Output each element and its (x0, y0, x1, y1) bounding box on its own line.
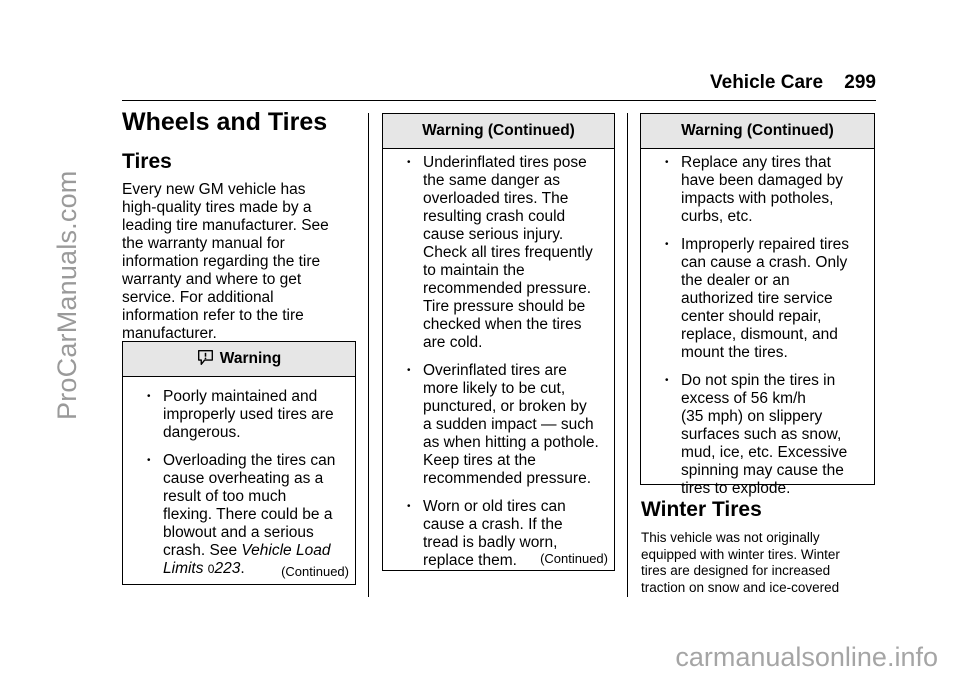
text-line: spinning may cause the (681, 462, 844, 479)
warning-icon (197, 349, 214, 366)
text-fragment: crash. See (163, 542, 242, 559)
text-line: as when hitting a pothole. (423, 434, 599, 451)
text-line: Tire pressure should be (423, 298, 586, 315)
warning-title-text: Warning (Continued) (681, 122, 834, 139)
text-line: replace them. (423, 552, 517, 569)
text-line: are cold. (423, 334, 483, 351)
text-line: a sudden impact — such (423, 416, 594, 433)
text-line: authorized tire service (681, 290, 833, 307)
text-line: cause serious injury. (423, 226, 564, 243)
list-item (641, 372, 874, 498)
text-line: warranty and where to get (122, 271, 302, 288)
winter-tires-section (641, 498, 876, 596)
text-line: • Poorly maintained and (163, 388, 318, 405)
warning-list (383, 154, 614, 570)
section-title: Vehicle Care (710, 72, 824, 93)
text-line: dangerous. (163, 424, 241, 441)
text-line (163, 542, 349, 560)
list-item (641, 154, 874, 226)
column-divider-left (368, 113, 369, 597)
text-line: have been damaged by (681, 172, 844, 189)
text-line: improperly used tires are (163, 406, 334, 423)
section-heading-tires: Tires (122, 150, 172, 173)
text-line: resulting crash could (423, 208, 566, 225)
text-line: This vehicle was not originally (641, 530, 820, 545)
column-1 (122, 108, 354, 343)
text-line: the dealer or an (681, 272, 790, 289)
text-line: tires to explode. (681, 480, 791, 497)
continued-label: (Continued) (540, 551, 608, 566)
tires-paragraph (122, 181, 354, 343)
text-line: recommended pressure. (423, 280, 591, 297)
text-line: the same danger as (423, 172, 561, 189)
list-item (123, 452, 355, 578)
warning-box-1 (122, 341, 356, 585)
text-line: recommended pressure. (423, 470, 591, 487)
text-line: mount the tires. (681, 344, 788, 361)
text-line: the warranty manual for (122, 235, 285, 252)
winter-tires-paragraph (641, 530, 876, 596)
text-line: to maintain the (423, 262, 525, 279)
list-item (123, 388, 355, 442)
text-line: replace, dismount, and (681, 326, 838, 343)
text-line: information refer to the tire (122, 307, 304, 324)
text-line: cause overheating as a (163, 470, 324, 487)
cross-reference-link[interactable]: Vehicle Load (241, 542, 331, 559)
text-line: Keep tires at the (423, 452, 536, 469)
text-line: • Worn or old tires can (423, 498, 566, 515)
header-rule (122, 100, 876, 101)
text-line: manufacturer. (122, 325, 217, 342)
warning-box-3 (640, 113, 875, 497)
text-line: high-quality tires made by a (122, 199, 312, 216)
text-line: • Overinflated tires are (423, 362, 567, 379)
warning-box-title (123, 342, 355, 377)
page-ref-icon: 0 (207, 562, 215, 576)
page-title: Wheels and Tires (122, 108, 328, 136)
text-line: Every new GM vehicle has (122, 181, 306, 198)
text-line: punctured, or broken by (423, 398, 587, 415)
text-line: overloaded tires. The (423, 190, 569, 207)
cross-reference-link[interactable]: Limits (163, 560, 204, 577)
text-line: curbs, etc. (681, 208, 753, 225)
text-line: • Replace any tires that (681, 154, 831, 171)
text-line: checked when the tires (423, 316, 582, 333)
text-line: surfaces such as snow, (681, 426, 842, 443)
text-line: traction on snow and ice-covered (641, 579, 840, 595)
text-line: • Do not spin the tires in (681, 372, 836, 389)
bottom-watermark: carmanualsonline.info (675, 642, 938, 672)
continued-label: (Continued) (281, 564, 349, 579)
text-line: tires are designed for increased (641, 563, 831, 578)
warning-title-text: Warning (219, 350, 282, 367)
text-line: excess of 56 km/h (681, 390, 806, 407)
text-line: • Improperly repaired tires (681, 236, 849, 253)
list-item (383, 154, 614, 352)
page-reference[interactable]: 223 (214, 560, 241, 577)
warning-list (641, 154, 874, 498)
text-fragment: . (240, 560, 245, 577)
text-line: tread is badly worn, (423, 534, 558, 551)
text-line: • Underinflated tires pose (423, 154, 587, 171)
text-line: blowout and a serious (163, 524, 314, 541)
text-line: result of too much (163, 488, 287, 505)
warning-box-2 (382, 113, 615, 571)
text-line: equipped with winter tires. Winter (641, 546, 840, 562)
text-line: leading tire manufacturer. See (122, 217, 329, 234)
column-divider-right (627, 113, 628, 597)
text-line: more likely to be cut, (423, 380, 566, 397)
text-line: cause a crash. If the (423, 516, 563, 533)
text-line: (35 mph) on slippery (681, 408, 823, 425)
page-number: 299 (844, 72, 876, 93)
list-item (383, 362, 614, 488)
warning-title-text: Warning (Continued) (422, 122, 575, 139)
text-line: flexing. There could be a (163, 506, 333, 523)
text-line: impacts with potholes, (681, 190, 834, 207)
text-line: center should repair, (681, 308, 822, 325)
warning-list (123, 388, 355, 578)
list-item (641, 236, 874, 362)
text-line: Check all tires frequently (423, 244, 593, 261)
text-line: can cause a crash. Only (681, 254, 848, 271)
side-watermark: ProCarManuals.com (52, 170, 82, 420)
text-line: mud, ice, etc. Excessive (681, 444, 848, 461)
warning-box-title (641, 114, 874, 149)
section-heading-winter-tires: Winter Tires (641, 498, 762, 521)
warning-box-title (383, 114, 614, 149)
text-line: • Overloading the tires can (163, 452, 336, 469)
text-line: service. For additional (122, 289, 274, 306)
text-line: information regarding the tire (122, 253, 321, 270)
